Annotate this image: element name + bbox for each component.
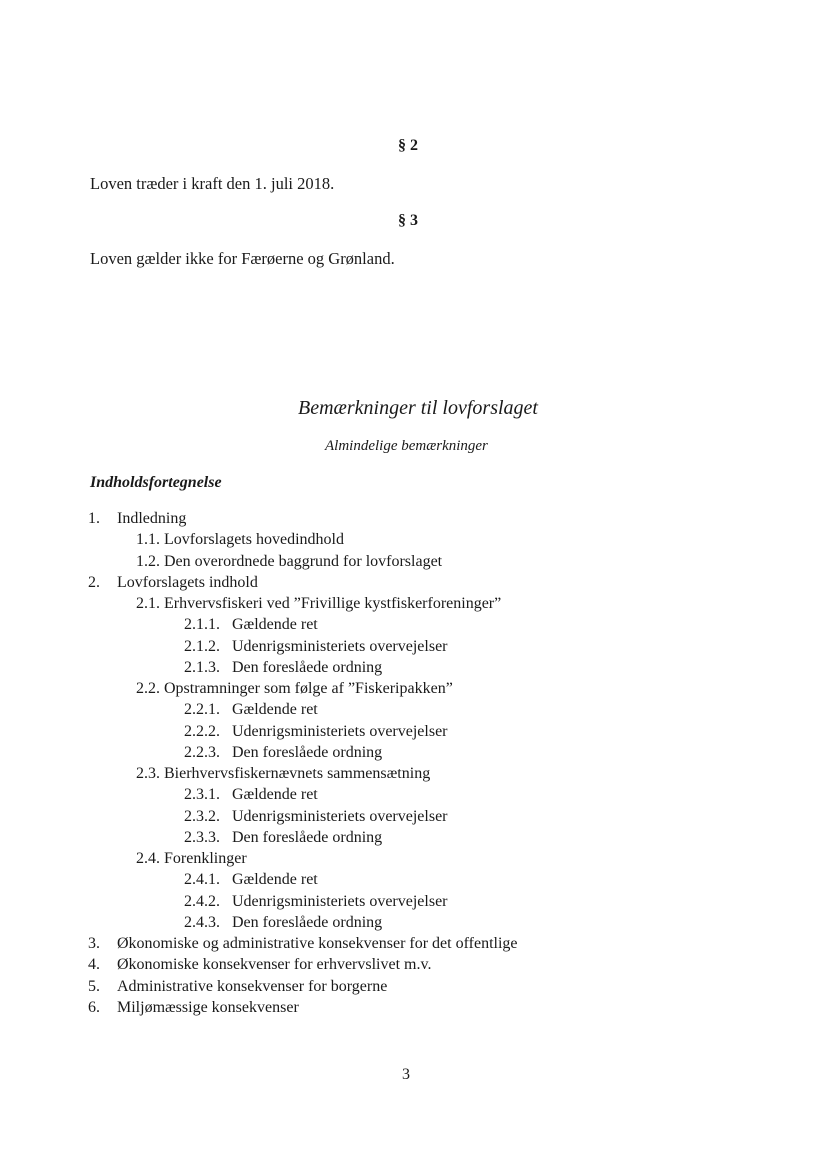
toc-item [184,913,382,933]
toc-item-number: 2.2.1. [184,701,220,719]
toc-item [88,998,299,1018]
toc-item [136,849,247,869]
toc-item [136,552,442,572]
toc-item-label: Gældende ret [232,871,318,889]
toc-item [184,807,448,827]
toc-item-number: 2.3.3. [184,828,220,846]
toc-item-label: Bierhvervsfiskernævnets sammensætning [164,765,431,782]
section-heading-3: § 3 [398,212,418,229]
toc-item [88,573,258,593]
toc-item-label: Miljømæssige konsekvenser [117,998,299,1016]
toc-item-number: 2.3.2. [184,807,220,825]
toc-item [184,658,382,678]
toc-item-number: 2.1.1. [184,616,220,634]
toc-item-label: Økonomiske konsekvenser for erhvervslivet m.v. [117,956,432,974]
toc-item-number: 2.1.3. [184,658,220,676]
toc-item-number: 2.4.1. [184,871,220,889]
toc-item-number: 1. [88,510,100,527]
toc-item-number: 2. [88,573,100,591]
toc-item-number: 2.2.3. [184,743,220,761]
toc-title: Indholdsfortegnelse [90,474,222,491]
toc-item-number: 5. [88,977,100,995]
toc-item-label: Administrative konsekvenser for borgerne [117,977,388,995]
toc-item-number: 2.1.2. [184,637,220,655]
toc-item-label: Indledning [117,510,187,527]
toc-item-label: Den foreslåede ordning [232,913,383,931]
toc-item-number: 1.2. [136,552,160,570]
heading-remarks: Bemærkninger til lovforslaget [298,397,538,419]
toc-item [136,530,344,550]
toc-item [88,934,518,954]
toc-item [136,594,501,614]
toc-item [184,743,382,763]
toc-item-number: 2.4. [136,850,160,867]
toc-item-number: 2.3. [136,765,160,782]
toc-item [184,722,448,742]
toc-item-label: Lovforslagets hovedindhold [164,531,344,549]
toc-item-number: 1.1. [136,531,160,549]
toc-item-label: Udenrigsministeriets overvejelser [232,807,448,825]
page-number: 3 [402,1066,410,1083]
toc-item [136,764,430,784]
toc-item-label: Lovforslagets indhold [117,573,258,591]
toc-item-label: Gældende ret [232,616,318,634]
toc-item [88,955,431,975]
toc-item-number: 6. [88,998,100,1016]
toc-item-label: Udenrigsministeriets overvejelser [232,637,448,655]
toc-item [184,637,448,657]
paragraph-territorial-scope: Loven gælder ikke for Færøerne og Grønland. [90,249,395,268]
toc-item-label: Gældende ret [232,701,318,719]
toc-item-label: Udenrigsministeriets overvejelser [232,722,448,740]
toc-item [136,679,453,699]
toc-item [184,785,318,805]
toc-item-number: 2.4.2. [184,892,220,910]
section-heading-2: § 2 [398,137,418,154]
toc-item-number: 3. [88,935,100,952]
toc-item-label: Udenrigsministeriets overvejelser [232,892,448,910]
toc-item-label: Gældende ret [232,786,318,804]
toc-item-label: Den foreslåede ordning [232,658,383,676]
toc-item [88,509,186,529]
toc-item-label: Den foreslåede ordning [232,828,383,846]
paragraph-effective-date: Loven træder i kraft den 1. juli 2018. [90,174,335,193]
toc-item-number: 2.4.3. [184,913,220,931]
toc-item [184,615,318,635]
toc-item-number: 2.3.1. [184,786,220,804]
toc-item-number: 4. [88,956,100,974]
toc-item-label: Forenklinger [164,850,247,867]
toc-item-label: Den overordnede baggrund for lovforslaget [164,552,443,570]
toc-item [184,870,318,890]
toc-item-number: 2.2. [136,680,160,697]
toc-item-number: 2.1. [136,595,160,612]
toc-item [88,977,387,997]
toc-item-label: Den foreslåede ordning [232,743,383,761]
toc-item-label: Erhvervsfiskeri ved ”Frivillige kystfiskerforeninger” [164,595,502,612]
toc-item [184,828,382,848]
heading-general-remarks: Almindelige bemærkninger [325,438,488,454]
toc-item-label: Økonomiske og administrative konsekvenser for det offentlige [117,935,518,952]
toc-item [184,892,448,912]
toc-item-label: Opstramninger som følge af ”Fiskeripakken” [164,680,453,697]
toc-item [184,700,318,720]
toc-item-number: 2.2.2. [184,722,220,740]
